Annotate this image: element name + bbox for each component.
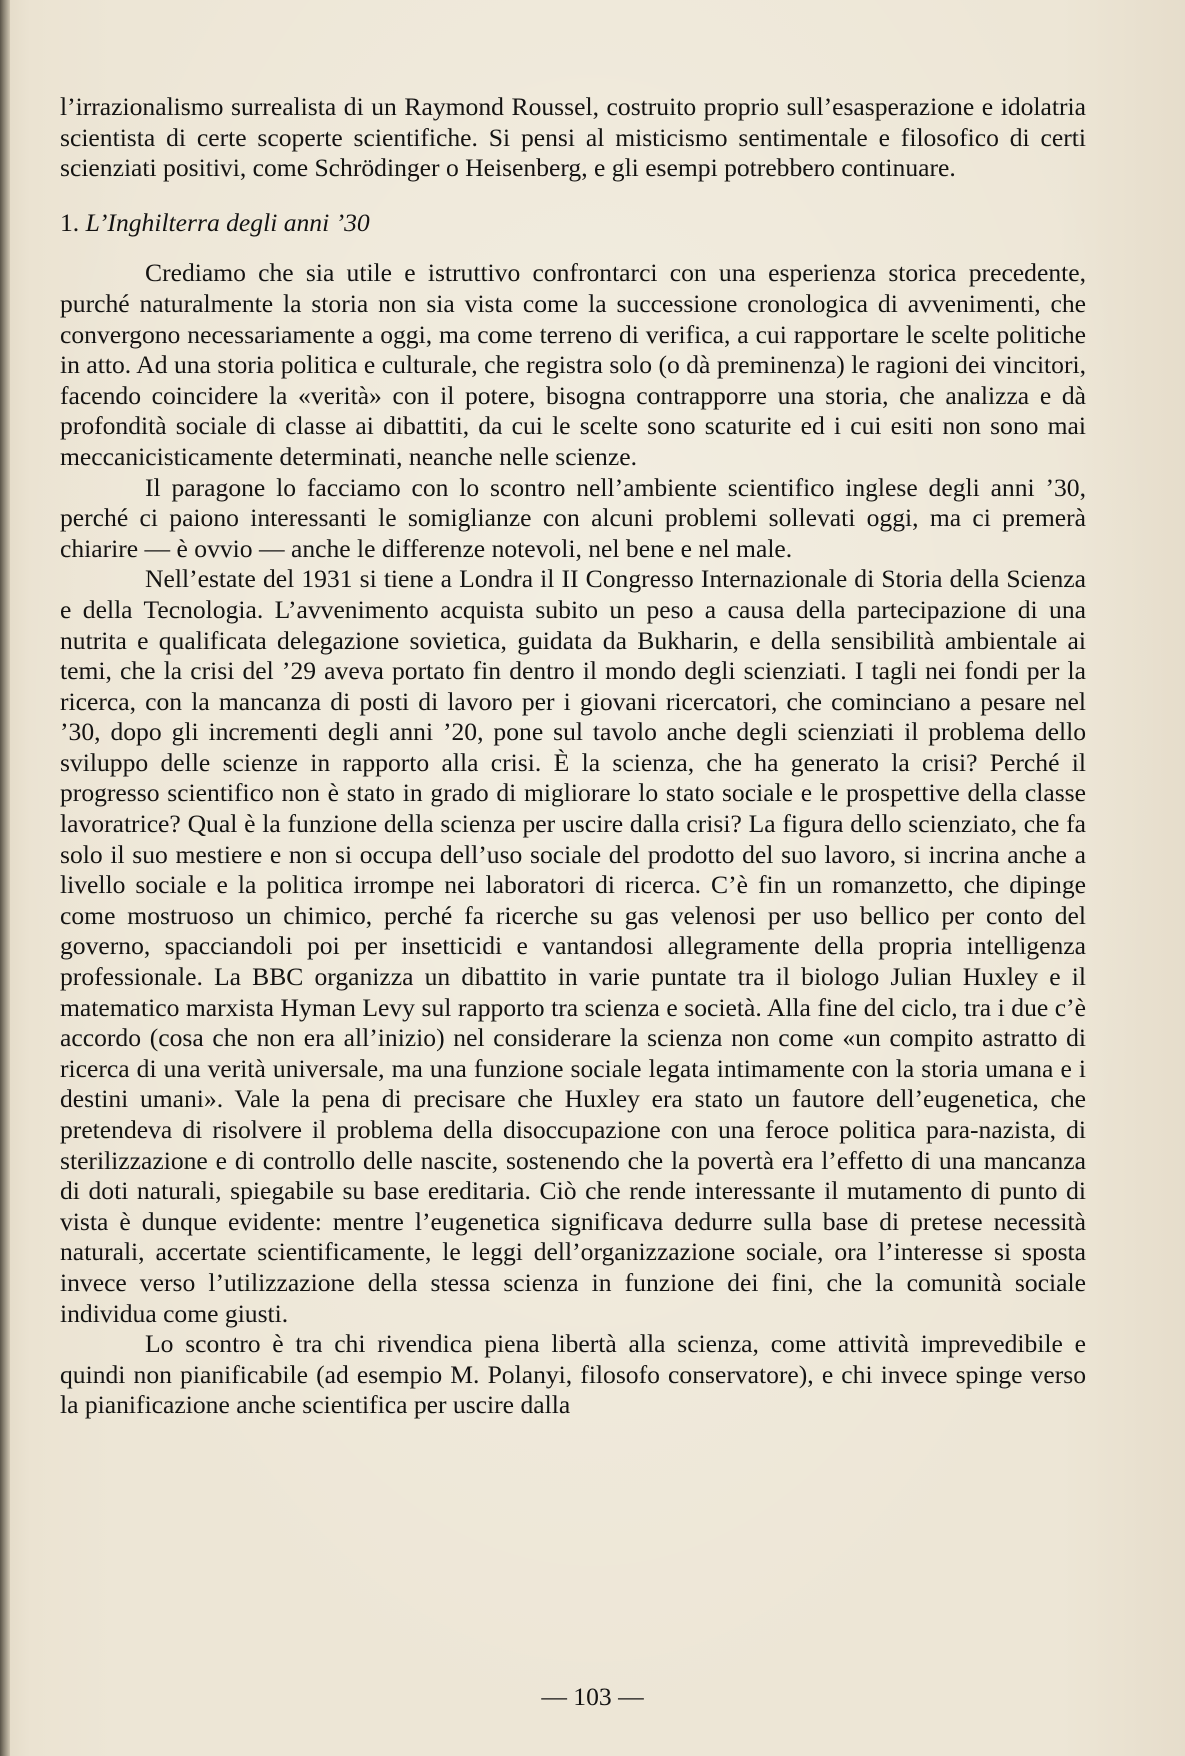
section-number: 1. bbox=[60, 207, 80, 237]
body-paragraph: Lo scontro è tra chi rivendica piena libertà alla scienza, come attività imprevedibile e quindi non pianificabile (ad esempio M. Polanyi, filosofo conservatore), e chi invece spinge verso la pianificazione anche scientifica per uscire dalla bbox=[60, 1329, 1086, 1420]
page-number: — 103 — bbox=[541, 1682, 644, 1711]
page-text-block bbox=[60, 92, 1086, 1421]
body-paragraph: Crediamo che sia utile e istruttivo confrontarci con una esperienza storica precedente, purché naturalmente la storia non sia vista come la successione cronologica di avvenimenti, che convergono necessariamente a oggi, ma come terreno di verifica, a cui rapportare le scelte politiche in atto. Ad una storia politica e culturale, che registra solo (o dà preminenza) le ragioni dei vincitori, facendo coincidere la «verità» con il potere, bisogna contrapporre una storia, che analizza e dà profondità sociale di classe ai dibattiti, da cui le scelte sono scaturite ed i cui esiti non sono mai meccanicisticamente determinati, neanche nelle scienze. bbox=[60, 258, 1086, 471]
book-spine-shadow bbox=[0, 0, 10, 1756]
section-heading bbox=[60, 208, 1086, 239]
section-title: L’Inghilterra degli anni ’30 bbox=[85, 207, 370, 237]
intro-paragraph: l’irrazionalismo surrealista di un Raymond Roussel, costruito proprio sull’esasperazione e idolatria scientista di certe scoperte scientifiche. Si pensi al misticismo sentimentale e filosofico di certi scienziati positivi, come Schrödinger o Heisenberg, e gli esempi potrebbero continuare. bbox=[60, 92, 1086, 183]
body-paragraph: Nell’estate del 1931 si tiene a Londra il II Congresso Internazionale di Storia della Scienza e della Tecnologia. L’avvenimento acquista subito un peso a causa della partecipazione di una nutrita e qualificata delegazione sovietica, guidata da Bukharin, e della sensibilità ambientale ai temi, che la crisi del ’29 aveva portato fin dentro il mondo degli scienziati. I tagli nei fondi per la ricerca, con la mancanza di posti di lavoro per i giovani ricercatori, che cominciano a pesare nel ’30, dopo gli incrementi degli anni ’20, pone sul tavolo anche degli scienziati il problema dello sviluppo delle scienze in rapporto alla crisi. È la scienza, che ha generato la crisi? Perché il progresso scientifico non è stato in grado di migliorare lo stato sociale e le prospettive della classe lavoratrice? Qual è la funzione della scienza per uscire dalla crisi? La figura dello scienziato, che fa solo il suo mestiere e non si occupa dell’uso sociale del prodotto del suo lavoro, si incrina anche a livello sociale e la politica irrompe nei laboratori di ricerca. C’è fin un romanzetto, che dipinge come mostruoso un chimico, perché fa ricerche su gas velenosi per uso bellico per conto del governo, spacciandoli poi per insetticidi e vantandosi allegramente della propria intelligenza professionale. La BBC organizza un dibattito in varie puntate tra il biologo Julian Huxley e il matematico marxista Hyman Levy sul rapporto tra scienza e società. Alla fine del ciclo, tra i due c’è accordo (cosa che non era all’inizio) nel considerare la scienza non come «un compito astratto di ricerca di una verità universale, ma una funzione sociale legata intimamente con la storia umana e i destini umani». Vale la pena di precisare che Huxley era stato un fautore dell’eugenetica, che pretendeva di risolvere il problema della disoccupazione con una feroce politica para-nazista, di sterilizzazione e di controllo delle nascite, sostenendo che la povertà era l’effetto di una mancanza di doti naturali, spiegabile su base ereditaria. Ciò che rende interessante il mutamento di punto di vista è dunque evidente: mentre l’eugenetica significava dedurre sulla base di pretese necessità naturali, accertate scientificamente, le leggi dell’organizzazione sociale, ora l’interesse si sposta invece verso l’utilizzazione della stessa scienza in funzione dei fini, che la comunità sociale individua come giusti. bbox=[60, 564, 1086, 1328]
body-paragraph: Il paragone lo facciamo con lo scontro nell’ambiente scientifico inglese degli anni ’30, perché ci paiono interessanti le somiglianze con alcuni problemi sollevati oggi, ma ci premerà chiarire — è ovvio — anche le differenze notevoli, nel bene e nel male. bbox=[60, 472, 1086, 563]
